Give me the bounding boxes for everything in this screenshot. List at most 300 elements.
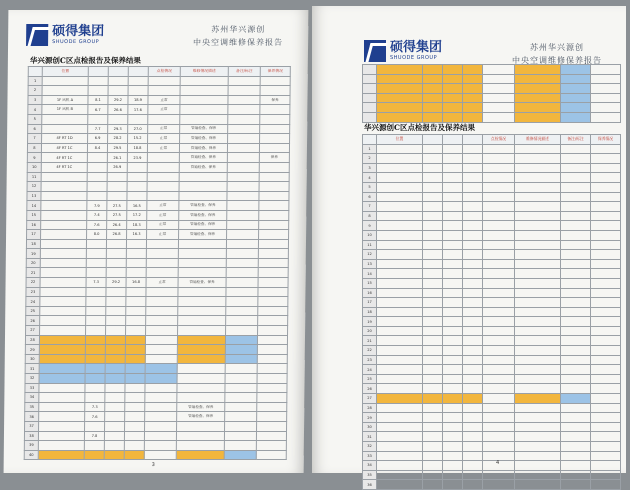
table-cell [177,393,225,403]
table-cell [39,383,85,393]
table-row [363,240,621,250]
table-row [363,163,621,173]
table-cell [463,112,483,122]
table-row [363,413,621,423]
table-cell [591,461,621,471]
table-cell [227,220,259,230]
table-cell [515,480,561,490]
table-cell [561,442,591,452]
table-cell [224,450,256,460]
table-cell [40,268,86,278]
table-cell: 22 [363,346,377,356]
table-cell [515,336,561,346]
table-cell [561,384,591,394]
table-cell [105,421,125,431]
table-cell [561,182,591,192]
table-cell: 7.3 [85,402,105,412]
table-cell [561,336,591,346]
table-cell [591,365,621,375]
table-row [24,431,286,441]
table-cell [363,93,377,103]
table-cell: 38 [24,431,38,441]
table-cell [443,442,463,452]
table-cell [225,374,257,384]
table-cell [423,365,443,375]
table-cell [561,432,591,442]
table-cell: 7.8 [84,431,104,441]
table-cell: 26.4 [107,220,127,230]
table-cell [443,202,463,212]
table-cell [104,441,124,451]
table-cell [463,192,483,202]
table-cell: 35 [25,402,39,412]
table-row [28,76,290,86]
table-cell: 8.4 [87,143,107,153]
table-cell [423,374,443,384]
table-cell: 24 [363,365,377,375]
table-cell [177,374,225,384]
table-cell [180,95,228,105]
table-cell [126,258,146,268]
table-cell [148,86,180,96]
table-cell [377,182,423,192]
table-cell [258,287,288,297]
table-row [26,326,288,336]
table-cell [146,326,178,336]
table-cell [443,374,463,384]
table-cell [87,172,107,182]
table-cell [591,307,621,317]
inspection-table-left [24,66,291,460]
table-cell [258,326,288,336]
table-row [363,451,621,461]
table-row [25,383,287,393]
table-cell [41,220,87,230]
table-cell [561,269,591,279]
table-cell [87,153,107,163]
table-cell [39,374,85,384]
table-row [363,65,621,75]
table-cell [591,336,621,346]
table-cell [463,230,483,240]
table-cell [105,412,125,422]
table-cell [561,288,591,298]
table-cell [40,326,86,336]
report-header [183,24,293,48]
table-cell: 26 [363,384,377,394]
table-row [25,421,287,431]
table-cell [226,316,258,326]
table-cell [228,95,260,105]
table-cell [125,383,145,393]
table-cell [85,374,105,384]
table-cell [463,394,483,404]
table-cell [515,298,561,308]
table-cell [423,355,443,365]
table-cell [177,364,225,374]
table-cell [561,346,591,356]
column-header: 维修情况描述 [180,67,228,77]
table-cell [443,451,463,461]
table-cell [106,239,126,249]
table-cell [443,163,463,173]
table-cell [423,182,443,192]
table-cell [257,421,287,431]
table-cell [483,278,515,288]
table-cell [363,74,377,84]
table-cell [180,114,228,124]
table-cell: 36 [25,412,39,422]
table-cell: 18.3 [127,220,147,230]
table-row [25,364,287,374]
table-cell [178,326,226,336]
table-cell [515,422,561,432]
table-row [363,336,621,346]
table-row [25,393,287,403]
table-row [25,402,287,412]
table-cell [443,298,463,308]
table-cell [463,278,483,288]
table-cell: 30 [25,354,39,364]
table-cell: 29.2 [106,278,126,288]
table-cell [515,112,561,122]
table-cell: 23 [26,287,40,297]
table-cell [178,268,226,278]
table-cell [443,259,463,269]
table-cell [423,103,443,113]
table-cell: 7.9 [87,201,107,211]
table-cell [463,384,483,394]
table-row [363,355,621,365]
table-cell [423,211,443,221]
table-row [363,278,621,288]
table-cell [463,202,483,212]
table-row [363,326,621,336]
table-cell [256,450,286,460]
table-row [363,317,621,327]
table-cell [179,191,227,201]
table-cell: 13 [27,191,41,201]
table-cell [423,112,443,122]
table-cell [125,402,145,412]
table-row [363,93,621,103]
table-cell [258,306,288,316]
table-cell [377,65,423,75]
table-row [363,182,621,192]
table-cell [144,450,176,460]
table-cell: 29.2 [108,95,128,105]
table-cell: 6 [28,124,42,134]
table-cell [144,431,176,441]
table-cell [483,250,515,260]
table-cell: 21 [26,268,40,278]
table-cell [108,86,128,96]
table-cell [483,154,515,164]
report-name: 中央空调维修保养报告 [512,56,602,65]
table-row [363,365,621,375]
table-cell [483,103,515,113]
table-cell: 6 [363,192,377,202]
table-cell: 4F RT 1C [41,162,87,172]
table-cell [515,74,561,84]
table-cell [228,114,260,124]
table-cell [147,153,179,163]
table-cell [125,345,145,355]
table-cell [443,317,463,327]
table-cell: 4F RT 1C [41,153,87,163]
table-cell: 4F RT 1C [41,143,87,153]
table-cell [258,297,288,307]
table-cell [423,413,443,423]
table-row [363,112,621,122]
table-cell [561,355,591,365]
table-cell [483,240,515,250]
table-cell: 正常 [147,220,179,230]
table-cell [591,374,621,384]
table-cell [591,112,621,122]
table-cell [443,422,463,432]
table-row [363,202,621,212]
table-cell [106,287,126,297]
table-cell [127,191,147,201]
table-cell [443,403,463,413]
table-cell [227,182,259,192]
table-cell [443,365,463,375]
table-row [363,461,621,471]
table-cell [126,326,146,336]
table-cell [515,144,561,154]
table-cell [591,154,621,164]
table-cell [176,441,224,451]
table-cell [561,240,591,250]
table-cell [443,288,463,298]
table-cell [463,211,483,221]
table-cell [176,431,224,441]
table-cell [146,316,178,326]
table-cell [257,354,287,364]
table-cell [591,202,621,212]
table-cell [180,105,228,115]
table-cell [591,480,621,490]
table-cell: 1 [28,76,42,86]
table-cell [561,65,591,75]
table-cell [377,163,423,173]
table-cell [258,268,288,278]
table-cell [176,450,224,460]
table-cell [463,432,483,442]
table-cell [423,451,443,461]
table-cell [145,383,177,393]
table-cell [85,345,105,355]
table-row [26,249,288,259]
table-cell [377,403,423,413]
table-cell [423,221,443,231]
table-cell [258,258,288,268]
table-cell [145,402,177,412]
table-cell [483,182,515,192]
table-row [28,124,290,134]
table-cell [227,162,259,172]
table-cell [463,144,483,154]
table-cell: 正常 [147,143,179,153]
table-cell [377,451,423,461]
column-header: 位置 [377,135,423,145]
table-cell [148,76,180,86]
table-cell [463,240,483,250]
table-cell [515,250,561,260]
column-header [28,67,42,77]
table-cell [483,221,515,231]
table-cell [377,154,423,164]
table-cell [515,154,561,164]
table-cell [177,335,225,345]
table-cell: 1F 风机 A [42,95,88,105]
table-cell [483,326,515,336]
table-cell [561,394,591,404]
table-cell [483,144,515,154]
table-row [363,394,621,404]
table-row [363,144,621,154]
table-cell [40,278,86,288]
table-cell [443,480,463,490]
table-cell [483,317,515,327]
table-cell [257,383,287,393]
brand-logo [364,40,442,62]
table-cell: 14 [363,269,377,279]
logo-name: 硕得集团 [390,40,443,55]
table-cell: 32 [25,374,39,384]
table-cell [227,230,259,240]
table-cell [443,192,463,202]
table-cell [483,65,515,75]
table-cell: 31 [363,432,377,442]
table-cell [146,306,178,316]
table-cell: 26.8 [107,230,127,240]
table-cell [257,345,287,355]
table-row [25,374,287,384]
table-cell [259,182,289,192]
table-cell [483,202,515,212]
table-cell [463,336,483,346]
report-name: 中央空调维修保养报告 [193,38,284,47]
table-cell: 27.5 [107,210,127,220]
table-cell: 15.2 [128,134,148,144]
table-cell [463,269,483,279]
table-cell [226,239,258,249]
table-cell [377,470,423,480]
table-cell [591,442,621,452]
table-cell [423,84,443,94]
table-cell [377,103,423,113]
table-cell [107,182,127,192]
table-cell [515,84,561,94]
table-cell [377,480,423,490]
table-cell [515,432,561,442]
table-cell [177,421,225,431]
table-cell [226,268,258,278]
column-header [443,135,463,145]
table-row [27,153,289,163]
table-cell [106,268,126,278]
table-cell [39,354,85,364]
table-cell [125,412,145,422]
table-cell [126,306,146,316]
table-cell [423,65,443,75]
table-cell: 35 [363,470,377,480]
table-cell [257,374,287,384]
table-cell [107,191,127,201]
table-cell [423,470,443,480]
table-cell: 管道检查、保养 [179,153,227,163]
table-cell [591,269,621,279]
table-cell [377,288,423,298]
table-cell [105,383,125,393]
table-cell [515,221,561,231]
table-cell [591,470,621,480]
table-cell: 管道检查、保养 [179,220,227,230]
table-cell [125,374,145,384]
table-cell: 7.7 [88,124,108,134]
table-cell [145,421,177,431]
table-row [25,335,287,345]
table-cell: 19 [26,249,40,259]
table-row [363,103,621,113]
table-cell [423,432,443,442]
table-cell [147,191,179,201]
table-cell [125,335,145,345]
table-cell [106,258,126,268]
table-cell [177,354,225,364]
table-cell [180,76,228,86]
table-cell: 17 [27,230,41,240]
table-cell [515,192,561,202]
table-row [363,288,621,298]
table-cell [591,230,621,240]
table-cell: 26.6 [108,105,128,115]
table-cell [463,74,483,84]
table-cell [443,326,463,336]
table-cell [41,230,87,240]
table-cell: 17 [363,298,377,308]
table-cell [127,172,147,182]
column-header: 位置 [42,67,88,77]
table-cell [443,93,463,103]
table-cell: 3 [363,163,377,173]
table-cell [423,163,443,173]
table-cell: 9 [27,153,41,163]
table-cell [258,278,288,288]
table-cell: 25 [26,306,40,316]
table-cell [463,182,483,192]
table-cell [463,221,483,231]
column-header [363,135,377,145]
table-cell [443,230,463,240]
table-cell: 管道检查、保养 [179,230,227,240]
table-cell [228,76,260,86]
table-cell: 28 [363,403,377,413]
table-row [27,210,289,220]
table-cell [443,278,463,288]
table-cell [258,239,288,249]
table-cell [377,84,423,94]
table-cell [377,365,423,375]
table-cell [145,393,177,403]
table-cell [463,259,483,269]
table-cell [443,432,463,442]
table-row [363,269,621,279]
table-cell [105,345,125,355]
table-cell [377,384,423,394]
